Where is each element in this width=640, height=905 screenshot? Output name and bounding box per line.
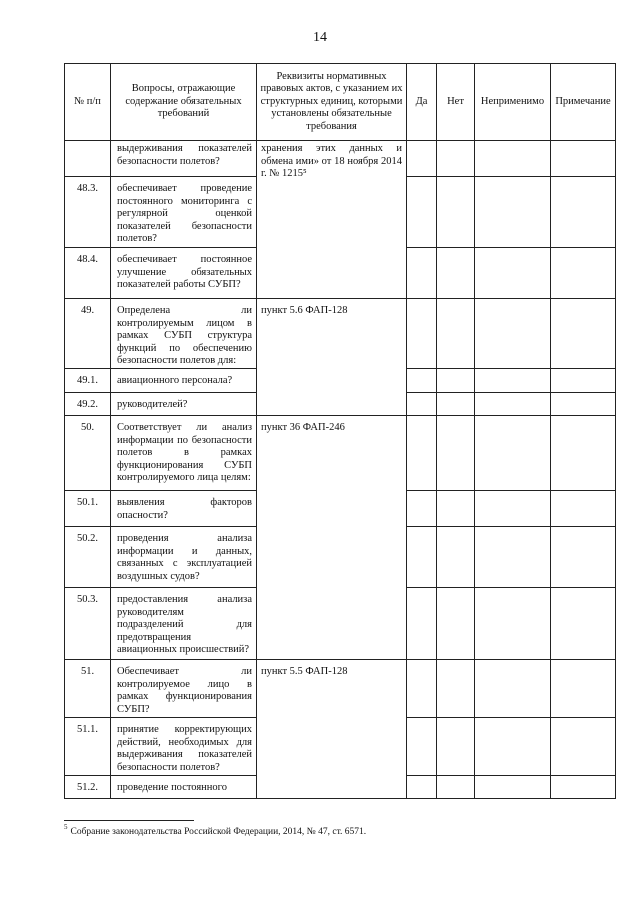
- row-requisite: хранения этих данных и обмена ими» от 18 ноября 2014 г. № 1215⁵: [257, 141, 407, 299]
- no-cell[interactable]: [437, 660, 475, 718]
- not-applicable-cell[interactable]: [475, 177, 551, 248]
- row-number: 50.1.: [65, 491, 111, 527]
- no-cell[interactable]: [437, 416, 475, 491]
- no-cell[interactable]: [437, 588, 475, 660]
- yes-cell[interactable]: [407, 588, 437, 660]
- row-question: предоставления анализа руководителям подразделений для предотвращения авиационных происшествий?: [111, 588, 257, 660]
- no-cell[interactable]: [437, 393, 475, 416]
- note-cell[interactable]: [551, 491, 616, 527]
- page-number: 14: [313, 30, 327, 45]
- footnote-divider: [64, 820, 194, 821]
- table-row: [65, 660, 616, 718]
- yes-cell[interactable]: [407, 393, 437, 416]
- row-question: авиационного персонала?: [111, 369, 257, 393]
- yes-cell[interactable]: [407, 177, 437, 248]
- note-cell[interactable]: [551, 369, 616, 393]
- row-question: Определена ли контролируемым лицом в рамках СУБП структура функций по обеспечению безопасности полетов для:: [111, 299, 257, 369]
- yes-cell[interactable]: [407, 416, 437, 491]
- note-cell[interactable]: [551, 776, 616, 799]
- note-cell[interactable]: [551, 527, 616, 588]
- header-no: Нет: [437, 64, 475, 141]
- row-question: Соответствует ли анализ информации по безопасности полетов в рамках функционирования СУБП контролируемого лица целям:: [111, 416, 257, 491]
- not-applicable-cell[interactable]: [475, 776, 551, 799]
- yes-cell[interactable]: [407, 248, 437, 299]
- row-number: 48.4.: [65, 248, 111, 299]
- no-cell[interactable]: [437, 369, 475, 393]
- not-applicable-cell[interactable]: [475, 588, 551, 660]
- footnote-text: Собрание законодательства Российской Федерации, 2014, № 47, ст. 6571.: [70, 827, 367, 838]
- row-number: [65, 141, 111, 177]
- footnote-marker: 5: [64, 823, 68, 831]
- no-cell[interactable]: [437, 177, 475, 248]
- no-cell[interactable]: [437, 776, 475, 799]
- footnote: [64, 824, 366, 837]
- row-question: выдерживания показателей безопасности полетов?: [111, 141, 257, 177]
- row-number: 50.: [65, 416, 111, 491]
- no-cell[interactable]: [437, 141, 475, 177]
- note-cell[interactable]: [551, 177, 616, 248]
- no-cell[interactable]: [437, 299, 475, 369]
- row-question: проведение постоянного: [111, 776, 257, 799]
- not-applicable-cell[interactable]: [475, 527, 551, 588]
- row-question: обеспечивает проведение постоянного мониторинга с регулярной оценкой показателей безопасности полетов?: [111, 177, 257, 248]
- row-question: принятие корректирующих действий, необходимых для выдерживания показателей безопасности полетов?: [111, 718, 257, 776]
- row-number: 50.2.: [65, 527, 111, 588]
- no-cell[interactable]: [437, 491, 475, 527]
- table-row: [65, 299, 616, 369]
- note-cell[interactable]: [551, 248, 616, 299]
- row-number: 49.: [65, 299, 111, 369]
- note-cell[interactable]: [551, 299, 616, 369]
- not-applicable-cell[interactable]: [475, 393, 551, 416]
- header-requisites: Реквизиты нормативных правовых актов, с указанием их структурных единиц, которыми установлены обязательные требования: [257, 64, 407, 141]
- not-applicable-cell[interactable]: [475, 369, 551, 393]
- not-applicable-cell[interactable]: [475, 299, 551, 369]
- header-num: № п/п: [65, 64, 111, 141]
- header-yes: Да: [407, 64, 437, 141]
- no-cell[interactable]: [437, 248, 475, 299]
- row-question: обеспечивает постоянное улучшение обязательных показателей работы СУБП?: [111, 248, 257, 299]
- row-question: руководителей?: [111, 393, 257, 416]
- row-number: 49.2.: [65, 393, 111, 416]
- row-question: выявления факторов опасности?: [111, 491, 257, 527]
- no-cell[interactable]: [437, 718, 475, 776]
- not-applicable-cell[interactable]: [475, 718, 551, 776]
- note-cell[interactable]: [551, 416, 616, 491]
- note-cell[interactable]: [551, 393, 616, 416]
- not-applicable-cell[interactable]: [475, 416, 551, 491]
- row-number: 49.1.: [65, 369, 111, 393]
- not-applicable-cell[interactable]: [475, 141, 551, 177]
- yes-cell[interactable]: [407, 527, 437, 588]
- yes-cell[interactable]: [407, 299, 437, 369]
- no-cell[interactable]: [437, 527, 475, 588]
- yes-cell[interactable]: [407, 369, 437, 393]
- row-requisite: пункт 36 ФАП-246: [257, 416, 407, 660]
- header-questions: Вопросы, отражающие содержание обязательных требований: [111, 64, 257, 141]
- yes-cell[interactable]: [407, 141, 437, 177]
- row-number: 50.3.: [65, 588, 111, 660]
- yes-cell[interactable]: [407, 776, 437, 799]
- not-applicable-cell[interactable]: [475, 660, 551, 718]
- row-number: 51.1.: [65, 718, 111, 776]
- note-cell[interactable]: [551, 141, 616, 177]
- yes-cell[interactable]: [407, 491, 437, 527]
- table-row: [65, 416, 616, 491]
- header-row: [65, 64, 616, 141]
- row-number: 51.2.: [65, 776, 111, 799]
- requirements-checklist-table: [64, 63, 616, 799]
- row-question: Обеспечивает ли контролируемое лицо в рамках функционирования СУБП?: [111, 660, 257, 718]
- row-requisite: пункт 5.6 ФАП-128: [257, 299, 407, 416]
- row-requisite: пункт 5.5 ФАП-128: [257, 660, 407, 799]
- row-number: 51.: [65, 660, 111, 718]
- not-applicable-cell[interactable]: [475, 248, 551, 299]
- yes-cell[interactable]: [407, 718, 437, 776]
- note-cell[interactable]: [551, 660, 616, 718]
- yes-cell[interactable]: [407, 660, 437, 718]
- header-not-applicable: Неприменимо: [475, 64, 551, 141]
- note-cell[interactable]: [551, 718, 616, 776]
- table-row: [65, 141, 616, 177]
- not-applicable-cell[interactable]: [475, 491, 551, 527]
- note-cell[interactable]: [551, 588, 616, 660]
- row-number: 48.3.: [65, 177, 111, 248]
- row-question: проведения анализа информации и данных, связанных с эксплуатацией воздушных судов?: [111, 527, 257, 588]
- header-note: Примечание: [551, 64, 616, 141]
